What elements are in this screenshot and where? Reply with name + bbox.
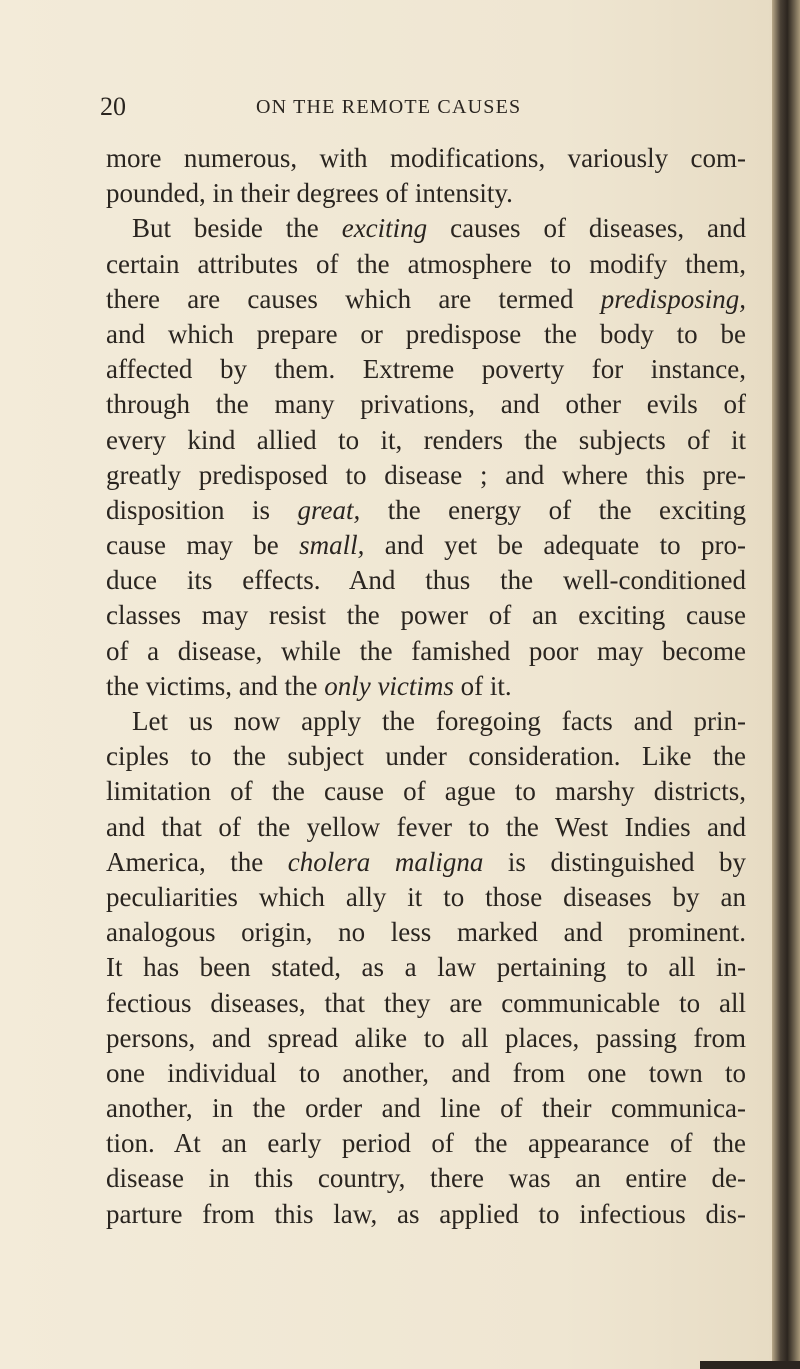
text-line: tion. At an early period of the appearance of the xyxy=(106,1128,746,1159)
text-segment: is distinguished by xyxy=(483,846,746,877)
text-line: peculiarities which ally it to those diseases by an xyxy=(106,881,746,912)
text-segment: the energy of the exciting xyxy=(360,494,747,525)
text-line: fectious diseases, that they are communicable to all xyxy=(106,987,746,1018)
text-line: Let us now apply the foregoing facts and prin- xyxy=(132,706,746,736)
text-line: persons, and spread alike to all places, passing from xyxy=(106,1022,746,1053)
text-line: certain attributes of the atmosphere to modify them, xyxy=(106,248,746,279)
running-head-title: ON THE REMOTE CAUSES xyxy=(256,96,522,118)
text-line: pounded, in their degrees of intensity. xyxy=(106,178,513,209)
text-line: analogous origin, no less marked and prominent. xyxy=(106,917,746,948)
italic-term: predisposing, xyxy=(600,283,746,314)
text-line xyxy=(106,282,746,317)
text-line: every kind allied to it, renders the subjects of it xyxy=(106,424,746,455)
text-line xyxy=(106,845,746,880)
italic-term: small, xyxy=(299,530,365,561)
text-segment: causes of diseases, and xyxy=(427,213,746,244)
page-number: 20 xyxy=(100,92,126,121)
text-segment: of it. xyxy=(453,670,512,701)
italic-term: only victims xyxy=(324,670,454,701)
text-line: disease in this country, there was an entire de- xyxy=(106,1163,746,1194)
text-segment: there are causes which are termed xyxy=(106,283,601,314)
text-line: another, in the order and line of their communica- xyxy=(106,1093,746,1124)
text-line: and which prepare or predispose the body to be xyxy=(106,318,746,349)
text-line: and that of the yellow fever to the West Indies and xyxy=(106,811,746,842)
running-head xyxy=(100,92,760,132)
text-line: greatly predisposed to disease ; and where this pre- xyxy=(106,459,746,490)
page-bottom-shadow xyxy=(700,1361,800,1369)
text-segment: the victims, and the xyxy=(106,670,325,701)
body-text xyxy=(106,141,746,1232)
text-line: through the many privations, and other evils of xyxy=(106,389,746,420)
text-line xyxy=(106,528,746,563)
text-line xyxy=(106,211,746,246)
book-spine-edge xyxy=(772,0,800,1369)
italic-term: cholera maligna xyxy=(287,846,484,877)
text-line: parture from this law, as applied to infectious dis- xyxy=(106,1198,746,1229)
text-line: of a disease, while the famished poor may become xyxy=(106,635,746,666)
text-segment: cause may be xyxy=(106,530,300,561)
text-line xyxy=(106,669,746,704)
text-segment: disposition is xyxy=(106,494,298,525)
italic-term: exciting xyxy=(341,213,428,244)
text-line: duce its effects. And thus the well-conditioned xyxy=(106,565,746,596)
text-segment: America, the xyxy=(106,846,288,877)
text-line: one individual to another, and from one town to xyxy=(106,1057,746,1088)
text-line: ciples to the subject under consideration. Like the xyxy=(106,741,746,772)
italic-term: great, xyxy=(297,494,361,525)
text-line: classes may resist the power of an exciting cause xyxy=(106,600,746,631)
text-segment: and yet be adequate to pro- xyxy=(364,530,746,561)
text-line xyxy=(106,493,746,528)
text-line: more numerous, with modifications, variously com- xyxy=(106,143,746,173)
text-line: It has been stated, as a law pertaining to all in- xyxy=(106,952,746,983)
text-line: affected by them. Extreme poverty for instance, xyxy=(106,354,746,385)
text-segment: But beside the xyxy=(132,213,342,244)
text-line: limitation of the cause of ague to marshy districts, xyxy=(106,776,746,807)
